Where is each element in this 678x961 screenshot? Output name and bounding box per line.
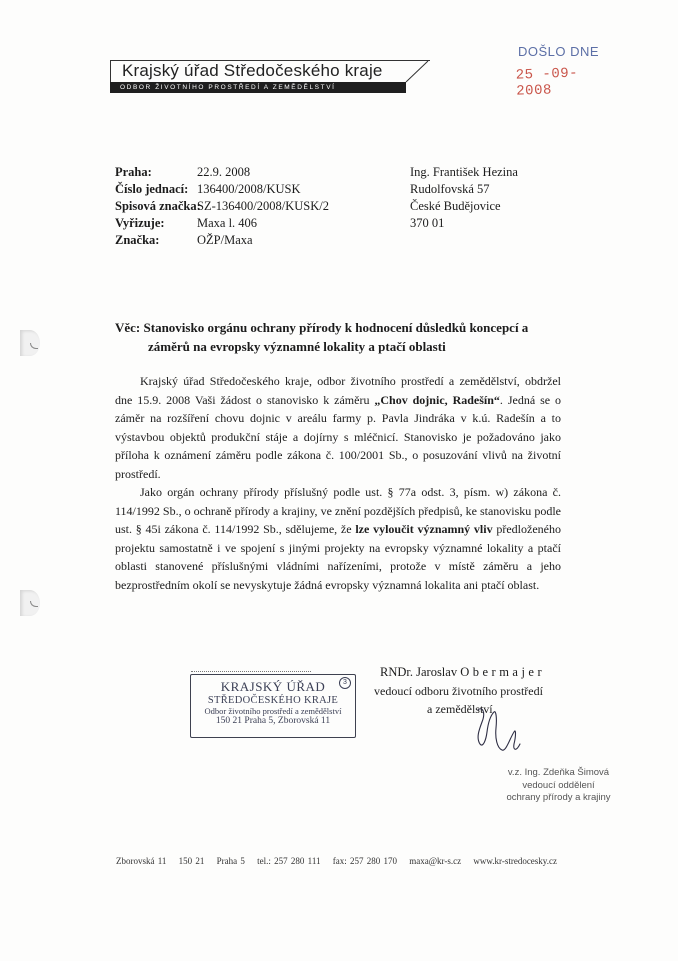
footer-city: Praha 5: [216, 856, 245, 866]
department-name: ODBOR ŽIVOTNÍHO PROSTŘEDÍ A ZEMĚDĚLSTVÍ: [110, 82, 406, 93]
delegate-line-3: ochrany přírody a krajiny: [506, 792, 611, 803]
subject-line-2: záměrů na evropsky významné lokality a ptačí oblasti: [148, 339, 446, 354]
footer-email[interactable]: maxa@kr-s.cz: [409, 856, 462, 866]
paragraph-text: Jako orgán ochrany přírody příslušný podle ust. § 77a odst. 3, písm. w) zákona č. 114/1992 Sb., o ochraně přírody a krajiny, ve znění pozdějších předpisů, ke stanovisku podle ust. § 45i zákona č. 114/1992 Sb., sdělujeme, že: [115, 485, 561, 536]
conclusion-highlight: lze vyloučit významný vliv: [355, 522, 493, 536]
stamp-line-1: KRAJSKÝ ÚŘAD: [220, 679, 326, 694]
office-name: Krajský úřad Středočeského kraje: [122, 61, 383, 80]
addressee-block: [410, 164, 518, 232]
footer: [116, 856, 566, 866]
office-stamp: [190, 674, 356, 738]
signatory-name-prefix: RNDr. Jaroslav: [380, 665, 461, 679]
reference-value: 22.9. 2008: [197, 165, 251, 179]
paragraph-text: předloženého projektu samostatně i ve spojení s jinými projekty na evropsky významné lokality a ptačí oblasti stanovené příslušnými vládními nařízeními, protože v místě záměru a jeho bezprostředním okolí se nevyskytuje žádná evropsky významná lokalita ani ptačí oblast.: [115, 522, 561, 592]
received-stamp: [502, 44, 612, 100]
signatory-name: [380, 665, 545, 680]
delegate-line-2: vedoucí oddělení: [522, 779, 595, 791]
addressee-street: Rudolfovská 57: [410, 182, 490, 196]
reference-label: Vyřizuje:: [115, 216, 165, 230]
delegate-stamp: [496, 767, 621, 805]
reference-value: OŽP/Maxa: [197, 233, 253, 247]
reference-row: [115, 164, 329, 181]
signatory-function-1: vedoucí odboru životního prostředí: [374, 684, 543, 698]
body-paragraph-2: [115, 483, 561, 594]
signatory-function-2: a zemědělství: [427, 702, 493, 716]
addressee-city: České Budějovice: [410, 199, 501, 213]
reference-label: Praha:: [115, 165, 152, 179]
footer-street: Zborovská 11: [116, 856, 167, 866]
letterhead-banner: [110, 60, 430, 94]
reference-row: [115, 181, 329, 198]
reference-row: [115, 232, 329, 249]
project-name: „Chov dojnic, Radešín“: [374, 392, 500, 407]
signatory-surname: Obermajer: [460, 665, 546, 679]
reference-value: 136400/2008/KUSK: [197, 182, 301, 196]
reference-label: Spisová značka:: [115, 199, 201, 213]
reference-value: Maxa l. 406: [197, 216, 258, 230]
stamp-line-3: Odbor životního prostředí a zemědělství: [204, 706, 342, 716]
body-paragraph-1: [115, 372, 561, 483]
footer-zip: 150 21: [178, 856, 205, 866]
reference-label: Značka:: [115, 233, 160, 247]
paragraph-text: Krajský úřad Středočeského kraje, odbor životního prostředí a zemědělství, obdržel dne 15.9. 2008 Vaši žádost o stanovisko k záměru: [115, 374, 561, 407]
received-stamp-label: DOŠLO DNE: [518, 44, 600, 59]
addressee-zip: 370 01: [410, 216, 445, 230]
footer-tel: tel.: 257 280 111: [257, 856, 321, 866]
handwritten-signature: [470, 698, 530, 763]
addressee-name: Ing. František Hezina: [410, 165, 518, 179]
stamp-number: 3: [339, 677, 351, 689]
paragraph-text: . Jedná se o záměr na rozšíření chovu dojnic v areálu farmy p. Pavla Jindráka v k.ú. Radešín a to výstavbou objektů produkční stáje a dojírny s mléčnicí. Stanovisko je požadováno jako příloha k oznámení záměru podle zákona č. 100/2001 Sb., o posuzování vlivů na životní prostředí.: [115, 392, 561, 481]
subject: [115, 318, 528, 356]
reference-label: Číslo jednací:: [115, 182, 189, 196]
reference-row: [115, 198, 329, 215]
subject-line-1: Věc: Stanovisko orgánu ochrany přírody k hodnocení důsledků koncepcí a: [115, 320, 529, 335]
stamp-line-2: STŘEDOČESKÉHO KRAJE: [207, 695, 339, 706]
reference-value: SZ-136400/2008/KUSK/2: [197, 199, 329, 213]
reference-block: [115, 164, 329, 249]
delegate-line-1: v.z. Ing. Zdeňka Šimová: [507, 767, 610, 778]
footer-web[interactable]: www.kr-stredocesky.cz: [473, 856, 557, 866]
stamp-line-4: 150 21 Praha 5, Zborovská 11: [215, 716, 331, 726]
reference-row: [115, 215, 329, 232]
footer-fax: fax: 257 280 170: [332, 856, 397, 866]
stamp-dotted-line: [191, 671, 311, 675]
received-stamp-date: 25 -09- 2008: [515, 65, 579, 100]
